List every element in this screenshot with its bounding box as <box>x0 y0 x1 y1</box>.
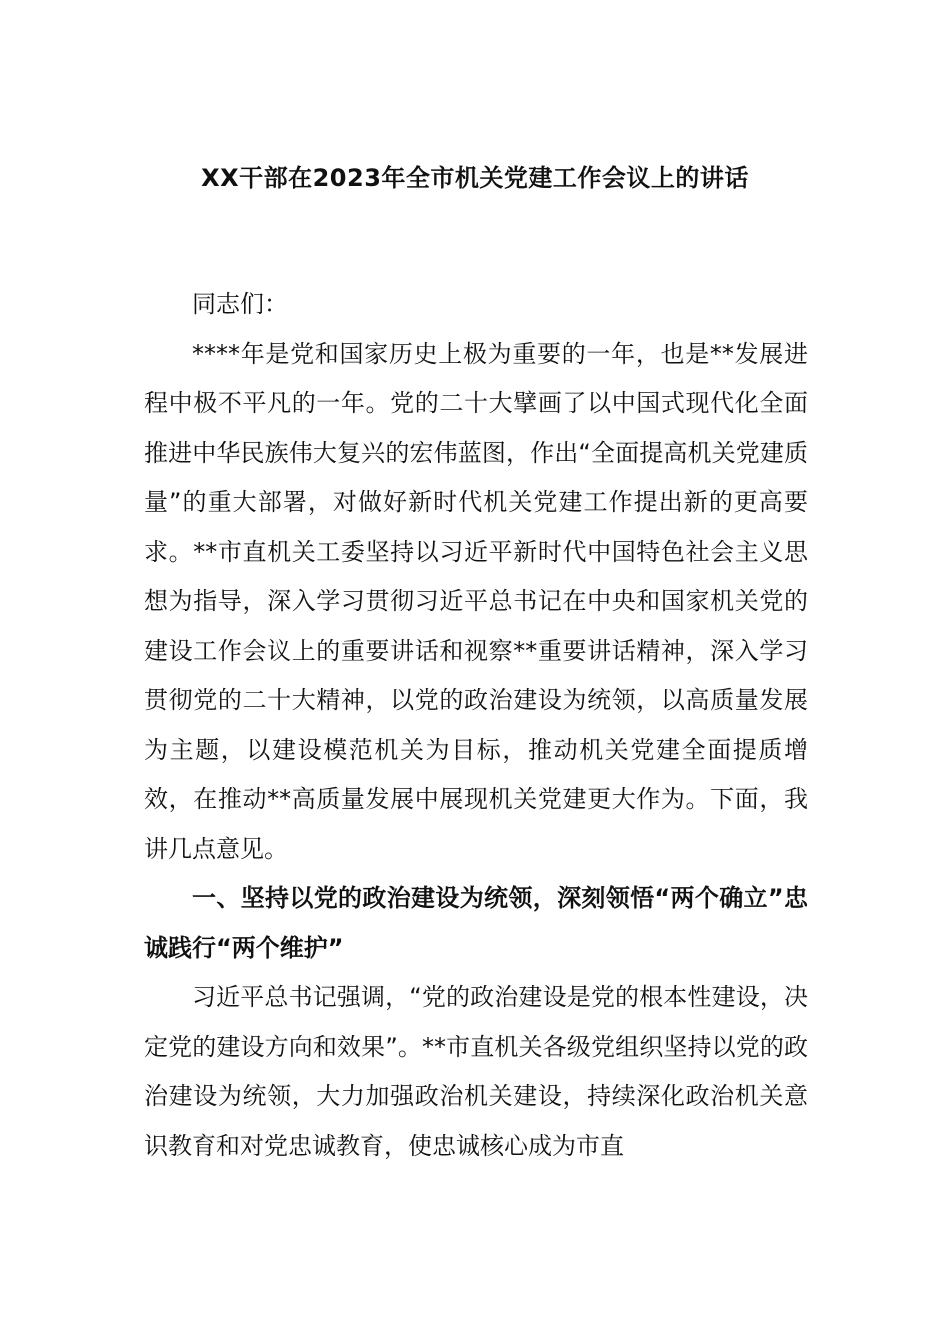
section-paragraph: 习近平总书记强调，“党的政治建设是党的根本性建设，决定党的建设方向和效果”。**市直机关各级党组织坚持以党的政治建设为统领，大力加强政治机关建设，持续深化政治机关意识教育和对党忠诚教育，使忠诚核心成为市直 <box>144 983 808 1160</box>
salutation: 同志们： <box>192 290 288 318</box>
intro-paragraph: ****年是党和国家历史上极为重要的一年，也是**发展进程中极不平凡的一年。党的二十大擘画了以中国式现代化全面推进中华民族伟大复兴的宏伟蓝图，作出“全面提高机关党建质量”的重大部署，对做好新时代机关党建工作提出新的更高要求。**市直机关工委坚持以习近平新时代中国特色社会主义思想为指导，深入学习贯彻习近平总书记在中央和国家机关党的建设工作会议上的重要讲话和视察**重要讲话精神，深入学习贯彻党的二十大精神，以党的政治建设为统领，以高质量发展为主题，以建设模范机关为目标，推动机关党建全面提质增效，在推动**高质量发展中展现机关党建更大作为。下面，我讲几点意见。 <box>144 339 808 863</box>
document-body <box>144 280 808 1171</box>
document-title: XX干部在2023年全市机关党建工作会议上的讲话 <box>201 164 749 192</box>
section-heading: 一、坚持以党的政治建设为统领，深刻领悟“两个确立”忠诚践行“两个维护” <box>144 884 808 962</box>
